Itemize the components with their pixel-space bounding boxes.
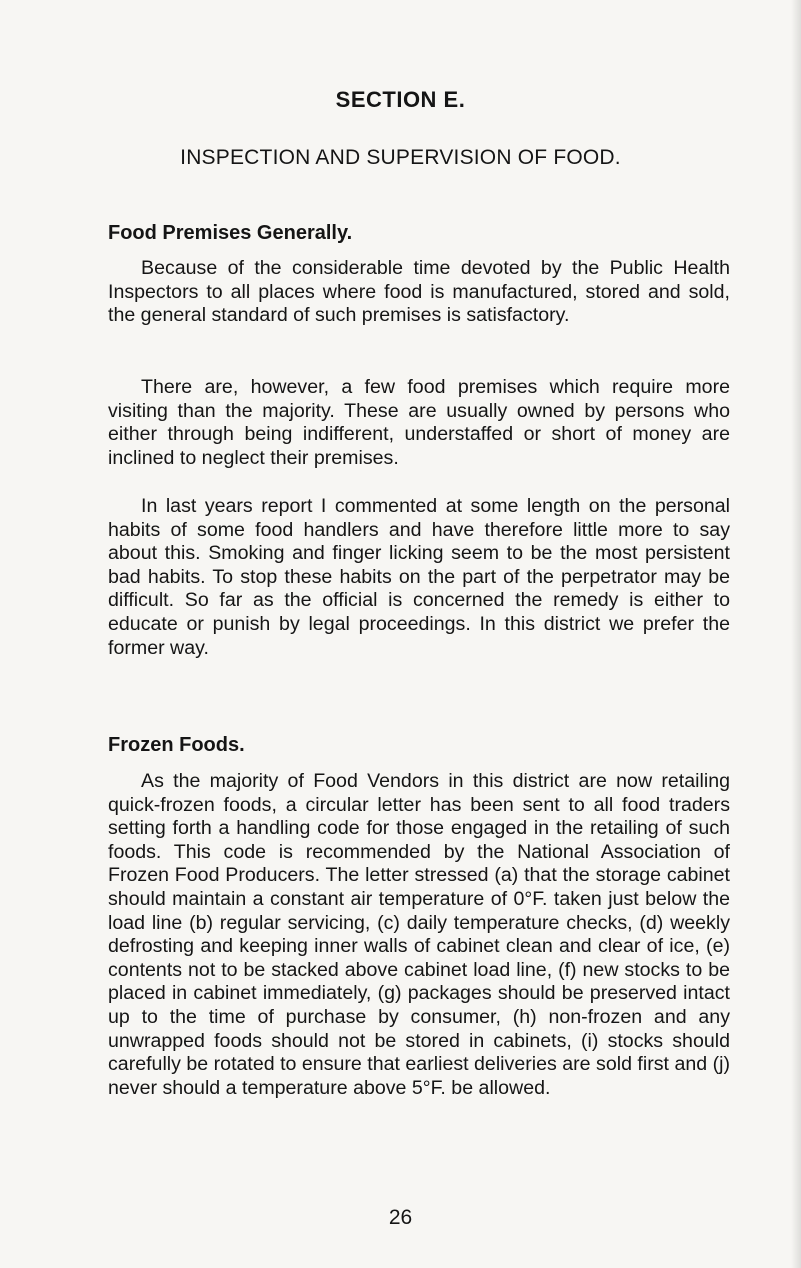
page-title: INSPECTION AND SUPERVISION OF FOOD. (180, 146, 621, 169)
paragraph-food-premises-2 (108, 376, 730, 470)
paragraph-food-premises-3 (108, 495, 730, 660)
section-label: SECTION E. (335, 87, 466, 112)
paragraph-text: Because of the considerable time devoted by the Public Health Inspectors to all places where food is manufactured, stored and sold, the general standard of such premises is satisfactory. (108, 257, 730, 327)
page-edge-shadow (791, 0, 801, 1268)
paragraph-text: There are, however, a few food premises which require more visiting than the majority. These are usually owned by persons who either through being indifferent, understaffed or short of money are inclined to neglect their premises. (108, 376, 730, 469)
heading-frozen-foods: Frozen Foods. (108, 734, 245, 756)
heading-food-premises: Food Premises Generally. (108, 222, 353, 244)
paragraph-text: In last years report I commented at some length on the personal habits of some food handlers and have therefore little more to say about this. Smoking and finger licking seem to be the most persistent bad habits. To stop these habits on the part of the perpetrator may be difficult. So far as the official is concerned the remedy is either to educate or punish by legal proceedings. In this district we prefer the former way. (108, 495, 730, 659)
paragraph-frozen-foods-1 (108, 770, 730, 1100)
paragraph-food-premises-1 (108, 257, 730, 328)
page-number: 26 (388, 1206, 413, 1229)
paragraph-text: As the majority of Food Vendors in this district are now retailing quick-frozen foods, a circular letter has been sent to all food traders setting forth a handling code for those engaged in the retailing of such foods. This code is recommended by the National Association of Frozen Food Producers. The letter stressed (a) that the storage cabinet should maintain a constant air temperature of 0°F. taken just below the load line (b) regular servicing, (c) daily temperature checks, (d) weekly defrosting and keeping inner walls of cabinet clean and clear of ice, (e) contents not to be stacked above cabinet load line, (f) new stocks to be placed in cabinet immediately, (g) packages should be preserved intact up to the time of purchase by consumer, (h) non-frozen and any unwrapped foods should not be stored in cabinets, (i) stocks should carefully be rotated to ensure that earliest deliveries are sold first and (j) never should a temperature above 5°F. be allowed. (108, 770, 730, 1099)
